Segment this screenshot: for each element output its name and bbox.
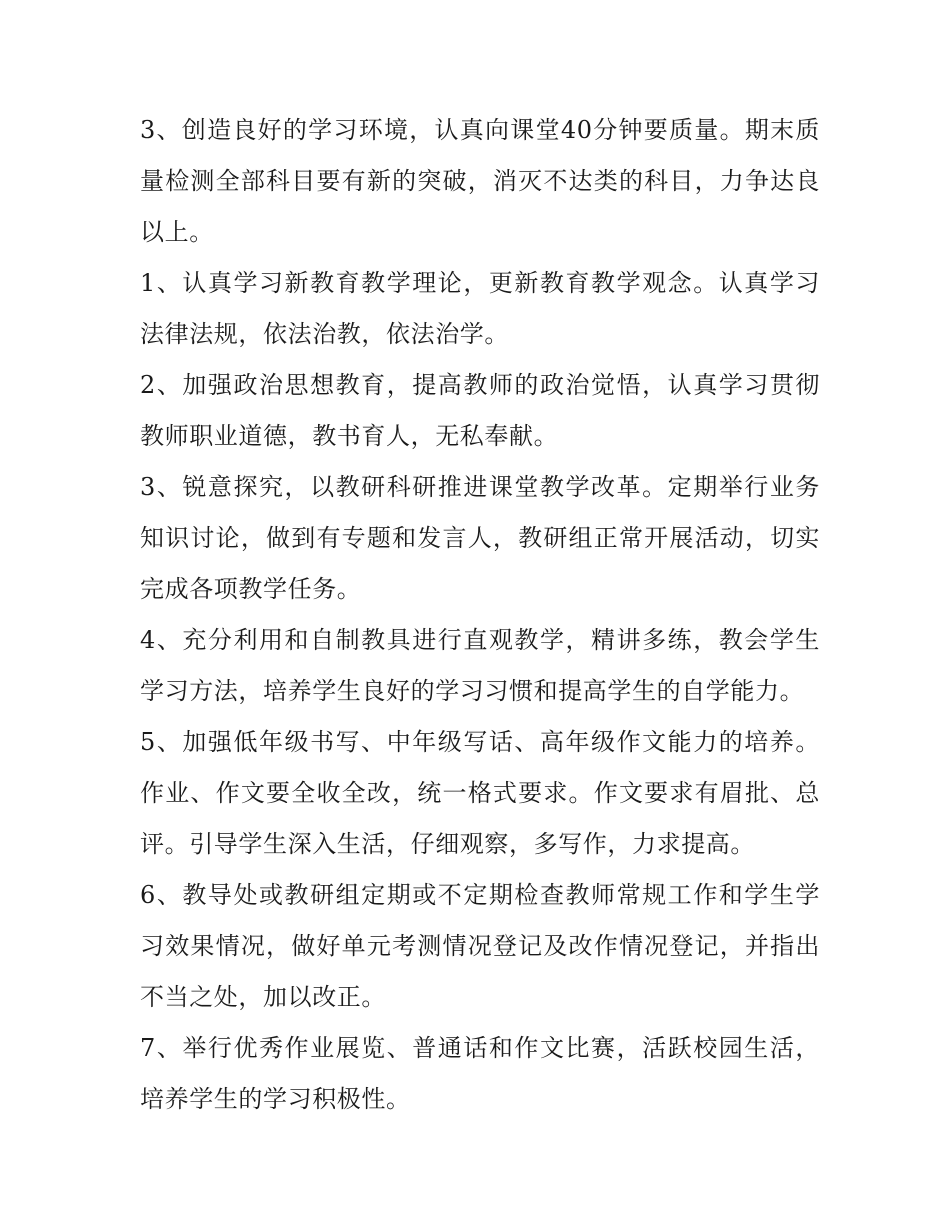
paragraph-2-political-education: 2、加强政治思想教育，提高教师的政治觉悟，认真学习贯彻教师职业道德，教书育人，无私奉献。 [140, 371, 820, 450]
paragraph-6-inspection: 6、教导处或教研组定期或不定期检查教师常规工作和学生学习效果情况，做好单元考测情况登记及改作情况登记，并指出不当之处，加以改正。 [140, 881, 820, 1011]
paragraph-3-learning-environment: 3、创造良好的学习环境，认真向课堂40分钟要质量。期末质量检测全部科目要有新的突破，消灭不达类的科目，力争达良以上。 [140, 116, 820, 246]
paragraph-7-activities: 7、举行优秀作业展览、普通话和作文比赛，活跃校园生活，培养学生的学习积极性。 [140, 1034, 820, 1113]
paragraph-3-teaching-research: 3、锐意探究，以教研科研推进课堂教学改革。定期举行业务知识讨论，做到有专题和发言人，教研组正常开展活动，切实完成各项教学任务。 [140, 473, 820, 603]
paragraph-4-teaching-aids: 4、充分利用和自制教具进行直观教学，精讲多练，教会学生学习方法，培养学生良好的学习习惯和提高学生的自学能力。 [140, 626, 820, 705]
document-body [140, 105, 820, 1125]
paragraph-5-writing-skills: 5、加强低年级书写、中年级写话、高年级作文能力的培养。作业、作文要全收全改，统一格式要求。作文要求有眉批、总评。引导学生深入生活，仔细观察，多写作，力求提高。 [140, 728, 820, 858]
paragraph-1-study-theory: 1、认真学习新教育教学理论，更新教育教学观念。认真学习法律法规，依法治教，依法治学。 [140, 269, 820, 348]
